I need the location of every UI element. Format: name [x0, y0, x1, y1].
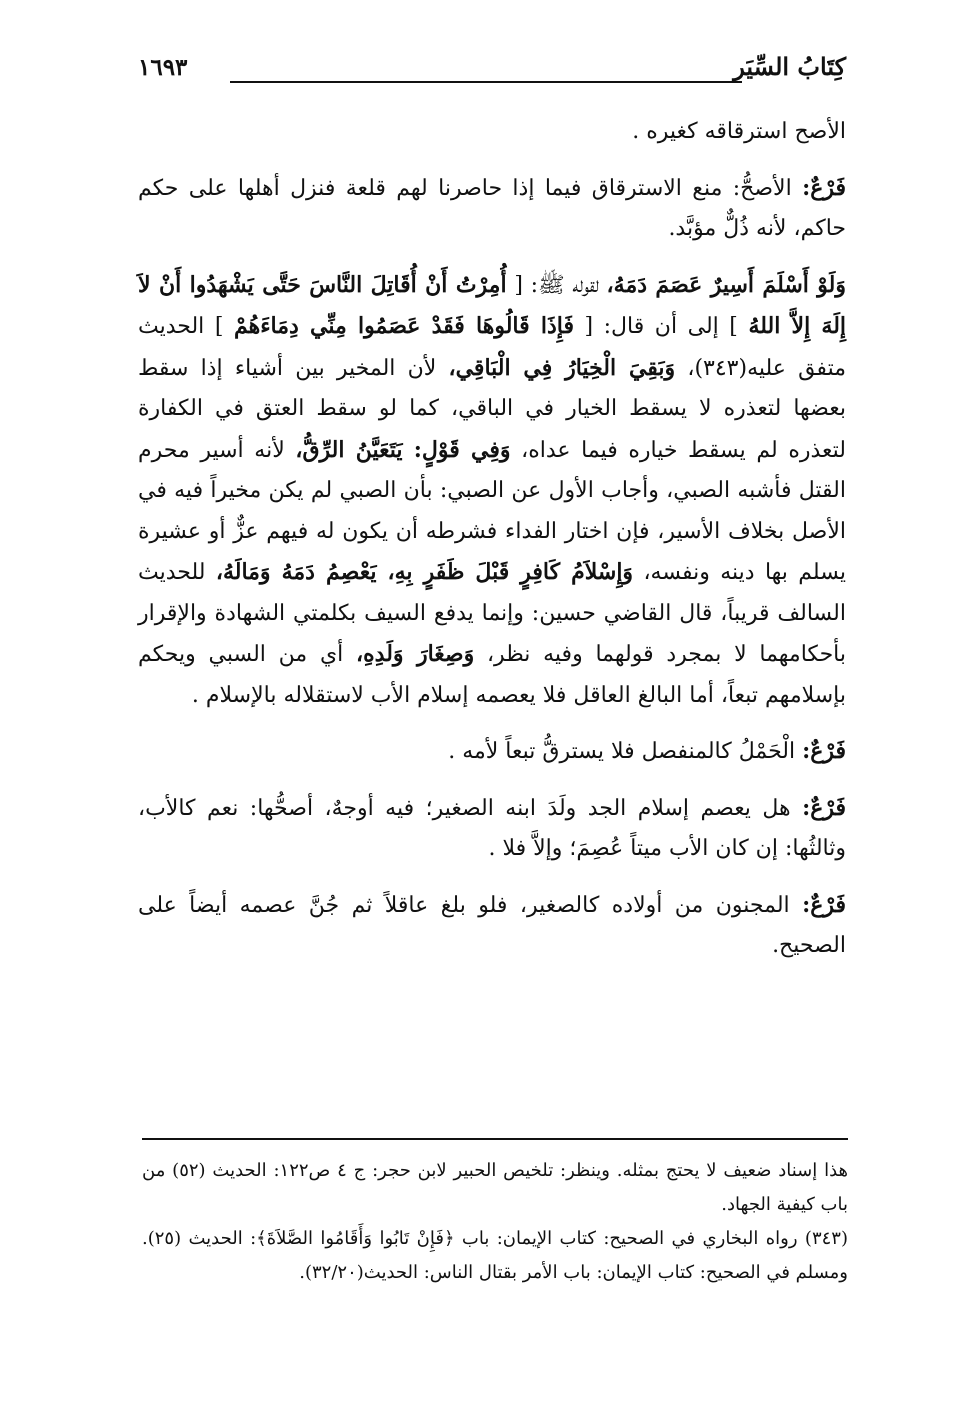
hadith-text: أُمِرْتُ أَنْ أُقَاتِلَ النَّاسَ حَتَّى يَشْهَدُوا أَنْ لاَ إِلَهَ إِلاَّ اللهُ [138, 271, 847, 339]
paragraph-1: الأصح استرقاقه كغيره . [632, 119, 846, 144]
footnote-343: (٣٤٣) رواه البخاري في الصحيح: كتاب الإيمان: باب ﴿فَإِنْ تَابُوا وَأَقَامُوا الصَّلاَةَ﴾: الحديث (٢٥). ومسلم في الصحيح: كتاب الإيمان: باب الأمر بقتال الناس: الحديث(٣٢/٢٠). [142, 1228, 848, 1283]
footnotes [142, 1154, 848, 1290]
paragraph-5 [138, 788, 846, 870]
paragraph-text: هل يعصم إسلام الجد ولَدَ ابنه الصغير؛ فيه أوجهٌ، أصحُّها: نعم كالأب، وثالثُها: إن كان الأب ميتاً عُصِمَ؛ وإلاَّ فلا . [138, 795, 846, 861]
footnote-continued: هذا إسناد ضعيف لا يحتج بمثله. وينظر: تلخيص الحبير لابن حجر: ج ٤ ص١٢٢: الحديث (٥٢) من باب كيفية الجهاد. [142, 1160, 849, 1215]
far-label: فَرْعٌ: [802, 891, 846, 918]
commentary-text: ] الحديث متفق عليه(٣٤٣)، [138, 314, 846, 381]
commentary-text: لقوله ﷺ: [ [506, 272, 607, 298]
commentary-text: لأن المخير بين أشياء إذا سقط بعضها لتعذره لا يسقط الخيار في الباقي، كما لو سقط العتق في الكفارة لتعذره لم يسقط خياره فيما عداه، [138, 355, 847, 463]
matn-text: وَلَوْ أَسْلَمَ أَسِيرٌ عَصَمَ دَمَهُ، [606, 271, 846, 298]
far-label: فَرْعٌ: [802, 174, 846, 201]
commentary-text: ] إلى أن قال: [ [573, 314, 749, 339]
paragraph-6 [138, 885, 846, 967]
paragraph-2 [138, 168, 846, 250]
matn-text: وَبَقِيَ الْخِيَارُ فِي الْبَاقِي، [448, 354, 676, 381]
paragraph-3 [138, 265, 846, 717]
matn-text: وَفِي قَوْلٍ: يَتَعَيَّنُ الرِّقُّ، [295, 436, 511, 463]
matn-text: وَإِسْلاَمُ كَافِرٍ قَبْلَ ظَفَرٍ بِهِ، يَعْصِمُ دَمَهُ وَمَالَهُ، [215, 559, 634, 585]
commentary-text: للحديث السالف قريباً، قال القاضي حسين: وإنما يدفع السيف بكلمتي الشهادة والإقرار بأحكامهما لا بمجرد قولهما وفيه نظر، [138, 560, 846, 667]
running-header [138, 44, 846, 84]
commentary-text: أي من السبي ويحكم بإسلامهم تبعاً، أما البالغ العاقل فلا يعصمه إسلام الأب لاستقلاله بالإسلام . [138, 642, 846, 708]
paragraph-text: الْحَمْلُ كالمنفصل فلا يسترقُّ تبعاً لأمه . [448, 739, 803, 764]
main-text [138, 112, 846, 967]
commentary-text: لأنه أسير محرم القتل فأشبه الصبي، وأجاب الأول عن الصبي: بأن الصبي لم يكن مخيراً فيه في الأصل بخلاف الأسير، فإن اختار الفداء فشرطه أن يكون له فيهم عزٌّ أو عشيرة يسلم بها دينه ونفسه، [138, 437, 846, 585]
matn-text: وَصِغَارَ وَلَدِهِ، [356, 641, 475, 667]
far-label: فَرْعٌ: [802, 794, 846, 821]
footnote-rule [142, 1138, 848, 1140]
header-title: كِتَابُ السِّيَر [733, 52, 846, 81]
header-rule [230, 81, 742, 83]
page-number: ١٦٩٣ [138, 54, 188, 81]
hadith-text: فَإِذَا قَالُوهَا فَقَدْ عَصَمُوا مِنِّي دِمَاءَهُمْ [233, 313, 574, 339]
paragraph-4 [138, 731, 846, 773]
far-label: فَرْعٌ: [802, 738, 846, 764]
paragraph-text: المجنون من أولاده كالصغير، فلو بلغ عاقلاً ثم جُنَّ عصمه أيضاً على الصحيح. [138, 892, 846, 958]
paragraph-text: الأصحُّ: منع الاسترقاق فيما إذا حاصرنا لهم قلعة فنزل أهلها على حكم حاكم، لأنه ذُلٌّ مؤبَّد. [138, 175, 846, 241]
